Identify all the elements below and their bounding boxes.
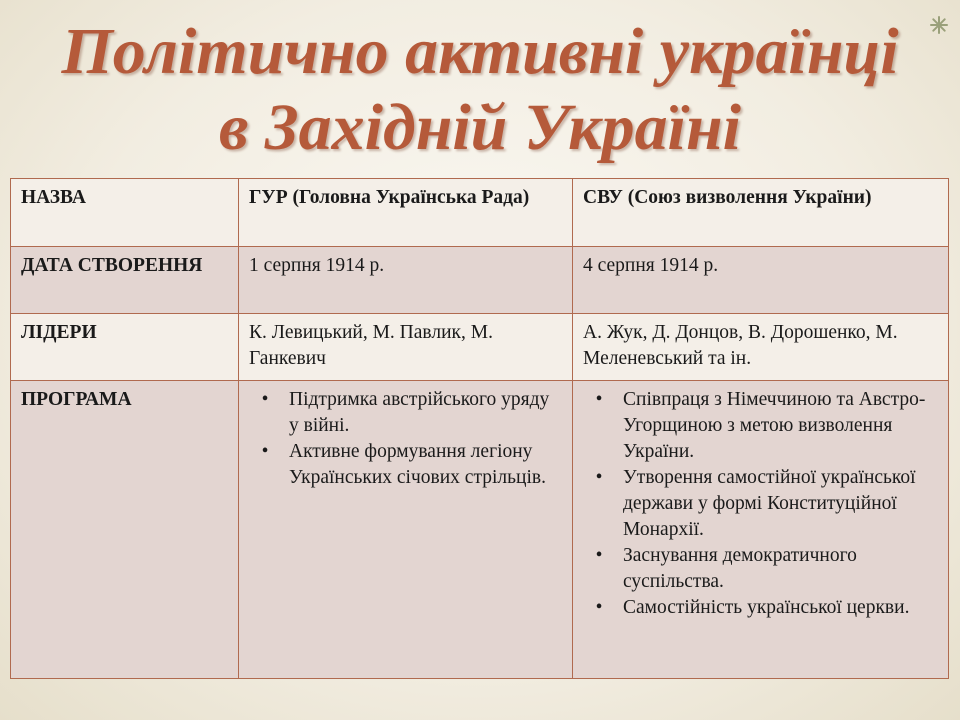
table-row-date xyxy=(11,247,949,314)
cell-gur-program xyxy=(239,381,573,679)
title-line-1: Політично активні українці xyxy=(61,15,899,88)
list-item-text: Самостійність української церкви. xyxy=(623,597,910,618)
list-item xyxy=(595,595,938,621)
list-item-text: Заснування демократичного суспільства. xyxy=(623,545,857,592)
bullet-icon: • xyxy=(595,545,603,566)
cell-gur-name: ГУР (Головна Українська Рада) xyxy=(239,179,573,247)
list-item xyxy=(595,543,938,595)
svu-program-list xyxy=(583,387,938,621)
cell-svu-program xyxy=(573,381,949,679)
table-row-program xyxy=(11,381,949,679)
list-item xyxy=(595,387,938,465)
cell-svu-name: СВУ (Союз визволення України) xyxy=(573,179,949,247)
comparison-table xyxy=(10,178,949,679)
row-label-date: ДАТА СТВОРЕННЯ xyxy=(11,247,239,314)
cell-svu-leaders: А. Жук, Д. Донцов, В. Дорошенко, М. Меленевський та ін. xyxy=(573,314,949,381)
row-label-leaders: ЛІДЕРИ xyxy=(11,314,239,381)
list-item xyxy=(595,465,938,543)
row-label-name: НАЗВА xyxy=(11,179,239,247)
list-item xyxy=(261,439,562,491)
cell-svu-date: 4 серпня 1914 р. xyxy=(573,247,949,314)
table-row-name xyxy=(11,179,949,247)
list-item-text: Підтримка австрійського уряду у війні. xyxy=(289,389,550,436)
row-label-program: ПРОГРАМА xyxy=(11,381,239,679)
bullet-icon: • xyxy=(261,389,269,410)
title-line-2: в Західній Україні xyxy=(219,91,741,164)
bullet-icon: • xyxy=(261,441,269,462)
list-item-text: Активне формування легіону Українських січових стрільців. xyxy=(289,441,546,488)
cell-gur-leaders: К. Левицький, М. Павлик, М. Ганкевич xyxy=(239,314,573,381)
list-item xyxy=(261,387,562,439)
slide-title xyxy=(0,14,960,166)
gur-program-list xyxy=(249,387,562,491)
list-item-text: Утворення самостійної української держави у формі Конституційної Монархії. xyxy=(623,467,916,540)
list-item-text: Співпраця з Німеччиною та Австро-Угорщиною з метою визволення України. xyxy=(623,389,926,462)
cell-gur-date: 1 серпня 1914 р. xyxy=(239,247,573,314)
bullet-icon: • xyxy=(595,597,603,618)
table-row-leaders xyxy=(11,314,949,381)
bullet-icon: • xyxy=(595,467,603,488)
bullet-icon: • xyxy=(595,389,603,410)
